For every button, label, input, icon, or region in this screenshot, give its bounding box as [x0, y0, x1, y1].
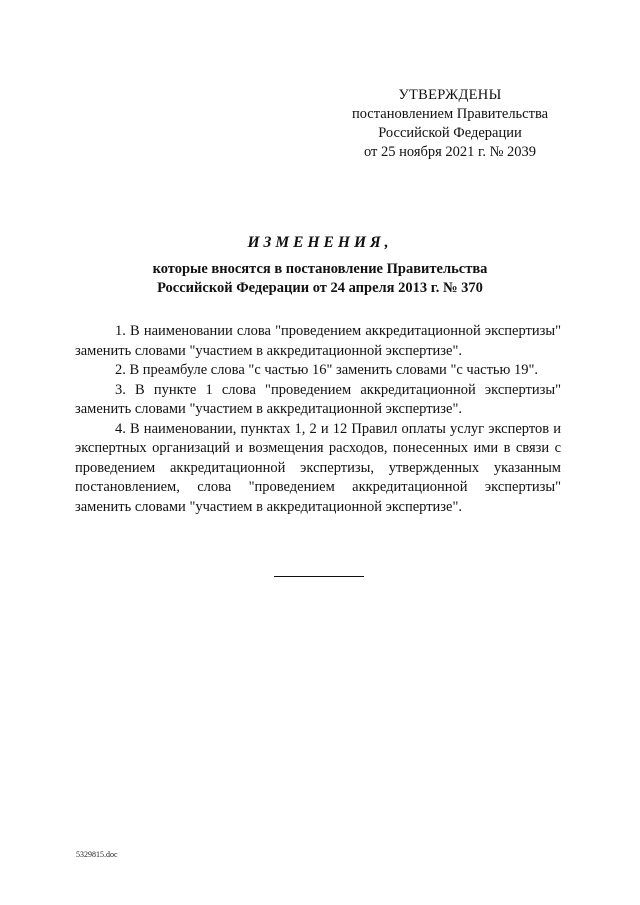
- heading-title: ИЗМЕНЕНИЯ,: [247, 234, 393, 251]
- approval-title: УТВЕРЖДЕНЫ: [398, 87, 502, 103]
- paragraph-1: 1. В наименовании слова "проведением аккредитационной экспертизы" заменить словами "участием в аккредитационной экспертизе".: [75, 323, 561, 359]
- document-file-id: 5329815.doc: [76, 850, 118, 859]
- paragraph-4: 4. В наименовании, пунктах 1, 2 и 12 Правил оплаты услуг экспертов и экспертных организаций и возмещения расходов, понесенных ими в связи с проведением аккредитационной экспертизы, утвержденных указанным постановлением, слова "проведением аккредитационной экспертизы" заменить словами "участием в аккредитационной экспертизе".: [75, 420, 561, 515]
- closing-divider: [274, 576, 364, 577]
- heading-subtitle-line-2: Российской Федерации от 24 апреля 2013 г. № 370: [157, 280, 483, 296]
- approval-line-3: от 25 ноября 2021 г. № 2039: [363, 144, 537, 160]
- paragraph-2: 2. В преамбуле слова "с частью 16" заменить словами "с частью 19".: [115, 362, 539, 378]
- paragraph-3: 3. В пункте 1 слова "проведением аккредитационной экспертизы" заменить словами "участием в аккредитационной экспертизе".: [75, 381, 561, 417]
- approval-block: [330, 86, 570, 162]
- heading-subtitle-line-1: которые вносятся в постановление Правительства: [152, 261, 488, 277]
- document-body: [75, 322, 561, 517]
- approval-line-2: Российской Федерации: [378, 125, 522, 141]
- approval-line-1: постановлением Правительства: [351, 106, 549, 122]
- document-heading: [60, 232, 580, 298]
